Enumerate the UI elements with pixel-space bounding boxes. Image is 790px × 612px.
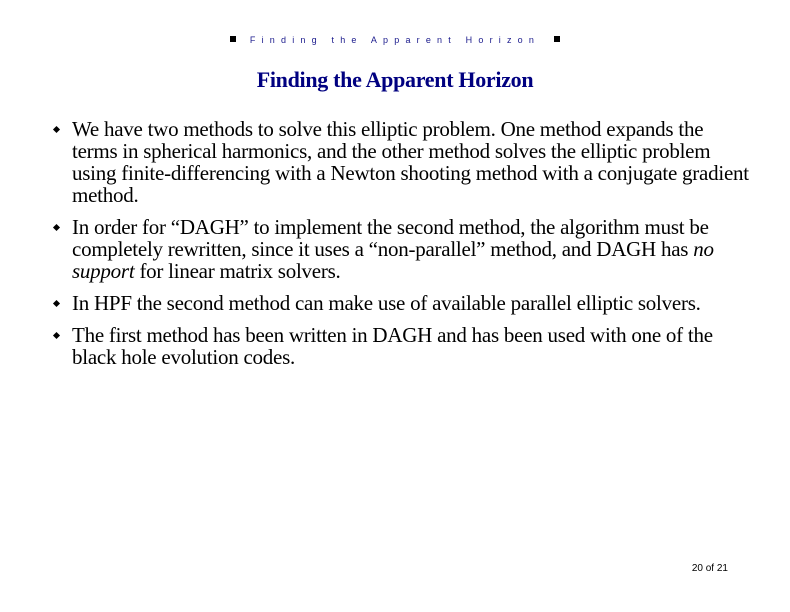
bullet-item xyxy=(0,118,790,206)
square-bullet-icon xyxy=(230,36,236,42)
running-header-title: Finding the Apparent Horizon xyxy=(249,35,541,45)
bullet-icon xyxy=(53,332,60,339)
bullet-list xyxy=(0,118,790,378)
bullet-icon xyxy=(53,126,60,133)
bullet-text: The first method has been written in DAGH and has been used with one of the black hole evolution codes. xyxy=(72,323,713,369)
page-number: 20 of 21 xyxy=(691,563,728,574)
bullet-text: In HPF the second method can make use of available parallel elliptic solvers. xyxy=(72,291,701,315)
square-bullet-icon xyxy=(554,36,560,42)
bullet-emphasis: no support xyxy=(72,237,714,283)
bullet-icon xyxy=(53,224,60,231)
bullet-item xyxy=(0,292,790,314)
bullet-text-before: In order for “DAGH” to implement the second method, the algorithm must be completely rewritten, since it uses a “non-parallel” method, and DAGH has xyxy=(72,215,709,261)
slide-title: Finding the Apparent Horizon xyxy=(256,67,534,92)
bullet-item xyxy=(0,216,790,282)
bullet-icon xyxy=(53,300,60,307)
bullet-text-after: for linear matrix solvers. xyxy=(134,259,341,283)
bullet-text: We have two methods to solve this elliptic problem. One method expands the terms in spherical harmonics, and the other method solves the elliptic problem using finite-differencing with a Newton shooting method with a conjugate gradient method. xyxy=(72,117,749,207)
running-header xyxy=(0,33,790,47)
bullet-item xyxy=(0,324,790,368)
